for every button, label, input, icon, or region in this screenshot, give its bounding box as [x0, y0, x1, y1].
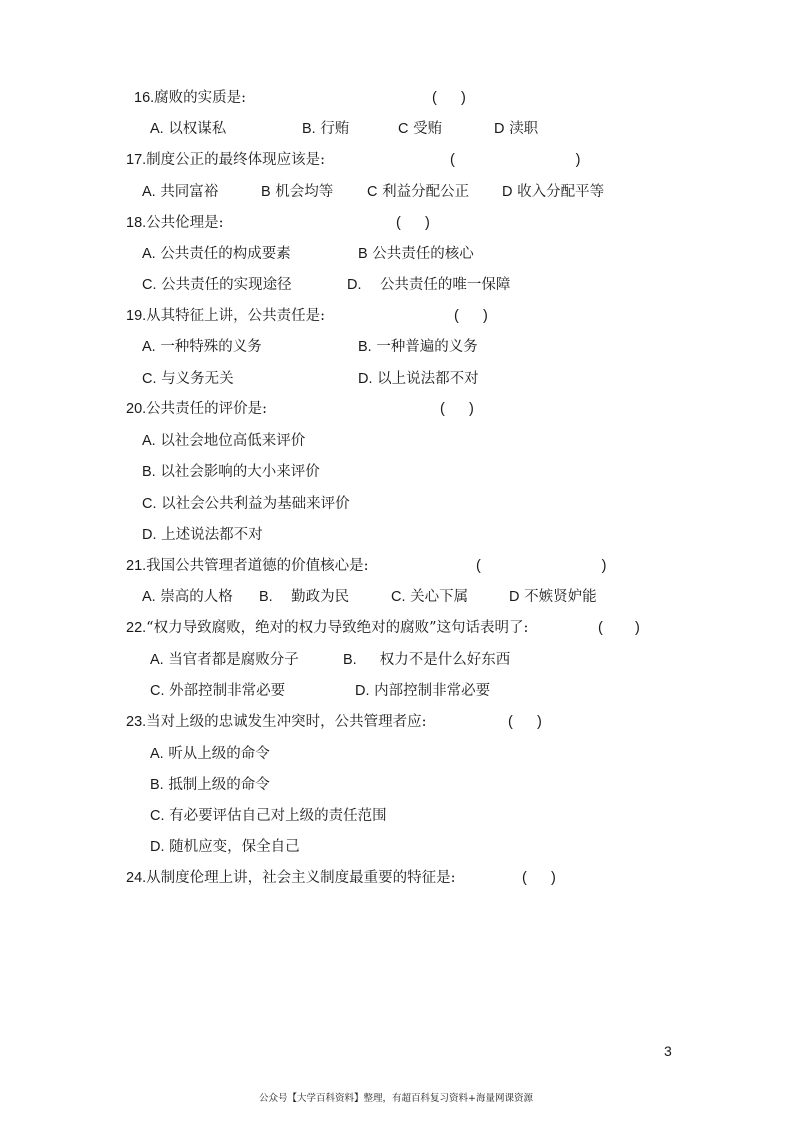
option-c: C. 公共责任的实现途径	[142, 277, 292, 293]
option-a: A. 公共责任的构成要素	[142, 246, 291, 262]
option-d: D 收入分配平等	[502, 184, 605, 200]
question-17	[126, 151, 581, 169]
question-number: 17.	[126, 152, 147, 168]
question-16	[134, 89, 466, 107]
answer-parentheses: ( )	[396, 215, 430, 231]
question-text: 我国公共管理者道德的价值核心是:	[146, 558, 369, 574]
question-number: 16.	[134, 90, 155, 106]
question-20	[126, 400, 474, 418]
option-b: B. 勤政为民	[259, 589, 350, 605]
option-a: A. 崇高的人格	[142, 589, 233, 605]
option-d: D. 公共责任的唯一保障	[347, 277, 511, 293]
option-d: D. 内部控制非常必要	[355, 683, 491, 699]
question-number: 24.	[126, 870, 147, 886]
option-b: B 公共责任的核心	[358, 246, 474, 262]
option-b: B. 一种普遍的义务	[358, 339, 478, 355]
option-d: D. 随机应变，保全自己	[150, 839, 300, 855]
option-a: A. 一种特殊的义务	[142, 339, 262, 355]
question-text: 公共责任的评价是:	[146, 401, 268, 417]
page-number: 3	[664, 1043, 672, 1059]
question-number: 18.	[126, 215, 147, 231]
option-c: C. 与义务无关	[142, 371, 234, 387]
option-c: C. 关心下属	[391, 589, 469, 605]
answer-parentheses: ( )	[522, 870, 556, 886]
option-c: C. 有必要评估自己对上级的责任范围	[150, 808, 387, 824]
question-text: 制度公正的最终体现应该是:	[146, 152, 326, 168]
option-c: C. 外部控制非常必要	[150, 683, 286, 699]
question-number: 20.	[126, 401, 147, 417]
question-text: 腐败的实质是:	[154, 90, 247, 106]
question-number: 23.	[126, 714, 147, 730]
question-number: 22.	[126, 620, 147, 636]
option-d: D 渎职	[494, 121, 539, 137]
question-24	[126, 869, 556, 887]
option-a: A. 听从上级的命令	[150, 746, 270, 762]
option-b: B. 行贿	[302, 121, 350, 137]
option-c: C. 以社会公共利益为基础来评价	[142, 496, 350, 512]
option-a: A. 以社会地位高低来评价	[142, 433, 306, 449]
answer-parentheses: ( )	[454, 308, 488, 324]
answer-parentheses: ( )	[432, 90, 466, 106]
question-text: “权力导致腐败，绝对的权力导致绝对的腐败”这句话表明了:	[146, 620, 529, 636]
option-a: A. 当官者都是腐败分子	[150, 652, 299, 668]
option-d: D 不嫉贤妒能	[509, 589, 597, 605]
question-22	[126, 619, 640, 637]
option-b: B. 以社会影响的大小来评价	[142, 464, 320, 480]
question-text: 从其特征上讲，公共责任是:	[146, 308, 326, 324]
question-text: 当对上级的忠诚发生冲突时，公共管理者应:	[146, 714, 427, 730]
question-21	[126, 557, 607, 575]
answer-parentheses: ( )	[440, 401, 474, 417]
option-c: C 受贿	[398, 121, 443, 137]
footer-note: 公众号【大学百科资料】整理，有超百科复习资料+海量网课资源	[259, 1093, 533, 1104]
option-b: B. 权力不是什么好东西	[343, 652, 511, 668]
question-text: 从制度伦理上讲，社会主义制度最重要的特征是:	[146, 870, 456, 886]
question-text: 公共伦理是:	[146, 215, 224, 231]
option-d: D. 上述说法都不对	[142, 527, 263, 543]
answer-parentheses: ( )	[508, 714, 542, 730]
option-a: A. 以权谋私	[150, 121, 227, 137]
option-b: B 机会均等	[261, 184, 334, 200]
answer-parentheses: ( )	[598, 620, 640, 636]
question-number: 21.	[126, 558, 147, 574]
option-c: C 利益分配公正	[367, 184, 470, 200]
option-b: B. 抵制上级的命令	[150, 777, 270, 793]
answer-parentheses: ( )	[476, 558, 607, 574]
question-18	[126, 214, 430, 232]
option-a: A. 共同富裕	[142, 184, 219, 200]
question-19	[126, 307, 488, 325]
option-d: D. 以上说法都不对	[358, 371, 479, 387]
question-number: 19.	[126, 308, 147, 324]
answer-parentheses: ( )	[450, 152, 581, 168]
question-23	[126, 713, 542, 731]
